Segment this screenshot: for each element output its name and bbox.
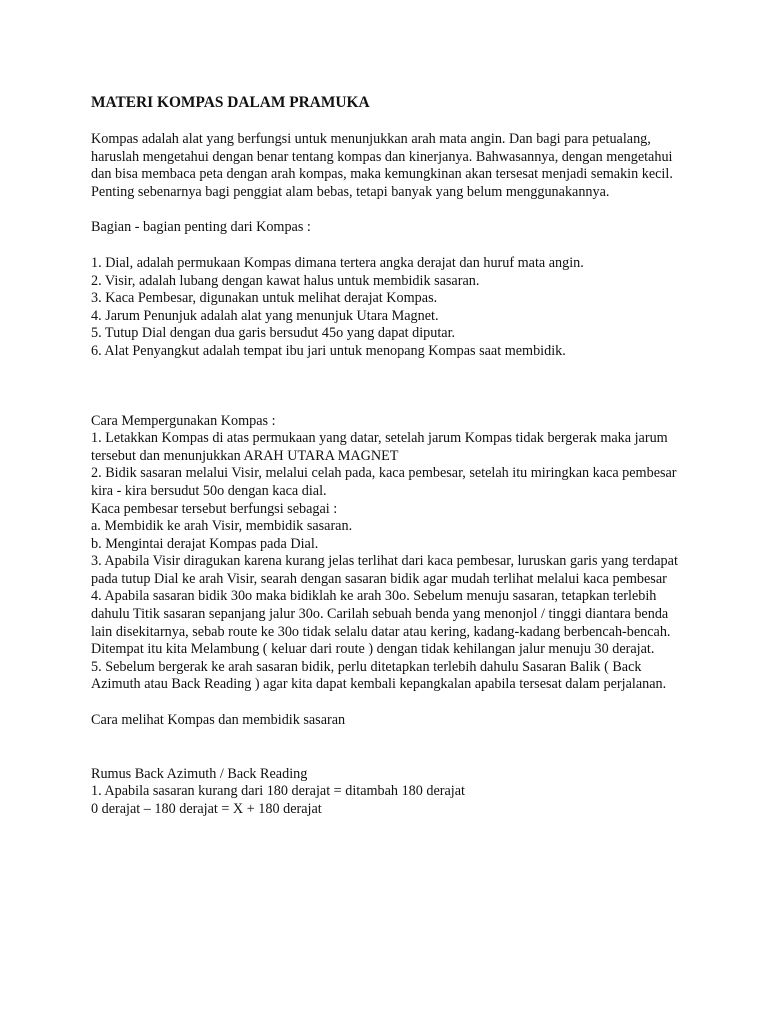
spacer (91, 201, 688, 219)
list-item: 4. Apabila sasaran bidik 30o maka bidiklah ke arah 30o. Sebelum menuju sasaran, tetapkan terlebih dahulu Titik sasaran sepanjang jalur 30o. Carilah sebuah benda yang menonjol / tinggi diantara benda lain disekitarnya, sebab route ke 30o tidak selalu datar atau kering, kadang-kadang berbencah-bencah. Ditempat itu kita Melambung ( keluar dari route ) dengan tidak kehilangan jalur menuju 30 derajat. (91, 588, 671, 658)
usage-list (91, 430, 688, 694)
formula-list (91, 783, 688, 818)
list-item: 2. Visir, adalah lubang dengan kawat halus untuk membidik sasaran. (91, 272, 480, 289)
list-item: 1. Apabila sasaran kurang dari 180 derajat = ditambah 180 derajat (91, 783, 465, 800)
list-item: a. Membidik ke arah Visir, membidik sasaran. (91, 518, 353, 535)
spacer (91, 237, 688, 255)
list-item: b. Mengintai derajat Kompas pada Dial. (91, 535, 319, 552)
parts-list (91, 255, 688, 361)
spacer (91, 748, 688, 766)
spacer (91, 113, 688, 131)
list-item: 1. Dial, adalah permukaan Kompas dimana tertera angka derajat dan huruf mata angin. (91, 254, 584, 271)
list-item: 3. Apabila Visir diragukan karena kurang jelas terlihat dari kaca pembesar, luruskan garis yang terdapat pada tutup Dial ke arah Visir, searah dengan sasaran bidik agar mudah terlihat melalui kaca pembesar (91, 553, 678, 587)
list-item: 1. Letakkan Kompas di atas permukaan yang datar, setelah jarum Kompas tidak bergerak maka jarum tersebut dan menunjukkan ARAH UTARA MAGNET (91, 430, 668, 464)
usage-heading: Cara Mempergunakan Kompas : (91, 412, 276, 429)
intro-paragraph: Kompas adalah alat yang berfungsi untuk menunjukkan arah mata angin. Dan bagi para petualang, haruslah mengetahui dengan benar tentang kompas dan kinerjanya. Bahwasannya, dengan mengetahui dan bisa membaca peta dengan arah kompas, maka kemungkinan akan tersesat menjadi semakin kecil. Penting sebenarnya bagi penggiat alam bebas, tetapi banyak yang belum menggunakannya. (91, 131, 673, 200)
spacer (91, 730, 688, 748)
list-item: 3. Kaca Pembesar, digunakan untuk melihat derajat Kompas. (91, 290, 438, 307)
list-item: 6. Alat Penyangkut adalah tempat ibu jari untuk menopang Kompas saat membidik. (91, 342, 566, 359)
formula-heading: Rumus Back Azimuth / Back Reading (91, 765, 308, 782)
list-item: Kaca pembesar tersebut berfungsi sebagai : (91, 500, 338, 517)
list-item: 5. Sebelum bergerak ke arah sasaran bidik, perlu ditetapkan terlebih dahulu Sasaran Balik ( Back Azimuth atau Back Reading ) agar kita dapat kembali kepangkalan apabila tersesat dalam perjalanan. (91, 658, 667, 693)
document-title: MATERI KOMPAS DALAM PRAMUKA (91, 94, 370, 111)
list-item: 4. Jarum Penunjuk adalah alat yang menunjuk Utara Magnet. (91, 307, 439, 324)
list-item: 2. Bidik sasaran melalui Visir, melalui celah pada, kaca pembesar, setelah itu miringkan kaca pembesar kira - kira bersudut 50o dengan kaca dial. (91, 465, 677, 499)
spacer (91, 694, 688, 712)
spacer (91, 361, 688, 413)
list-item: 0 derajat – 180 derajat = X + 180 derajat (91, 800, 322, 817)
view-heading: Cara melihat Kompas dan membidik sasaran (91, 712, 346, 729)
parts-heading: Bagian - bagian penting dari Kompas : (91, 219, 311, 236)
list-item: 5. Tutup Dial dengan dua garis bersudut 45o yang dapat diputar. (91, 325, 456, 342)
